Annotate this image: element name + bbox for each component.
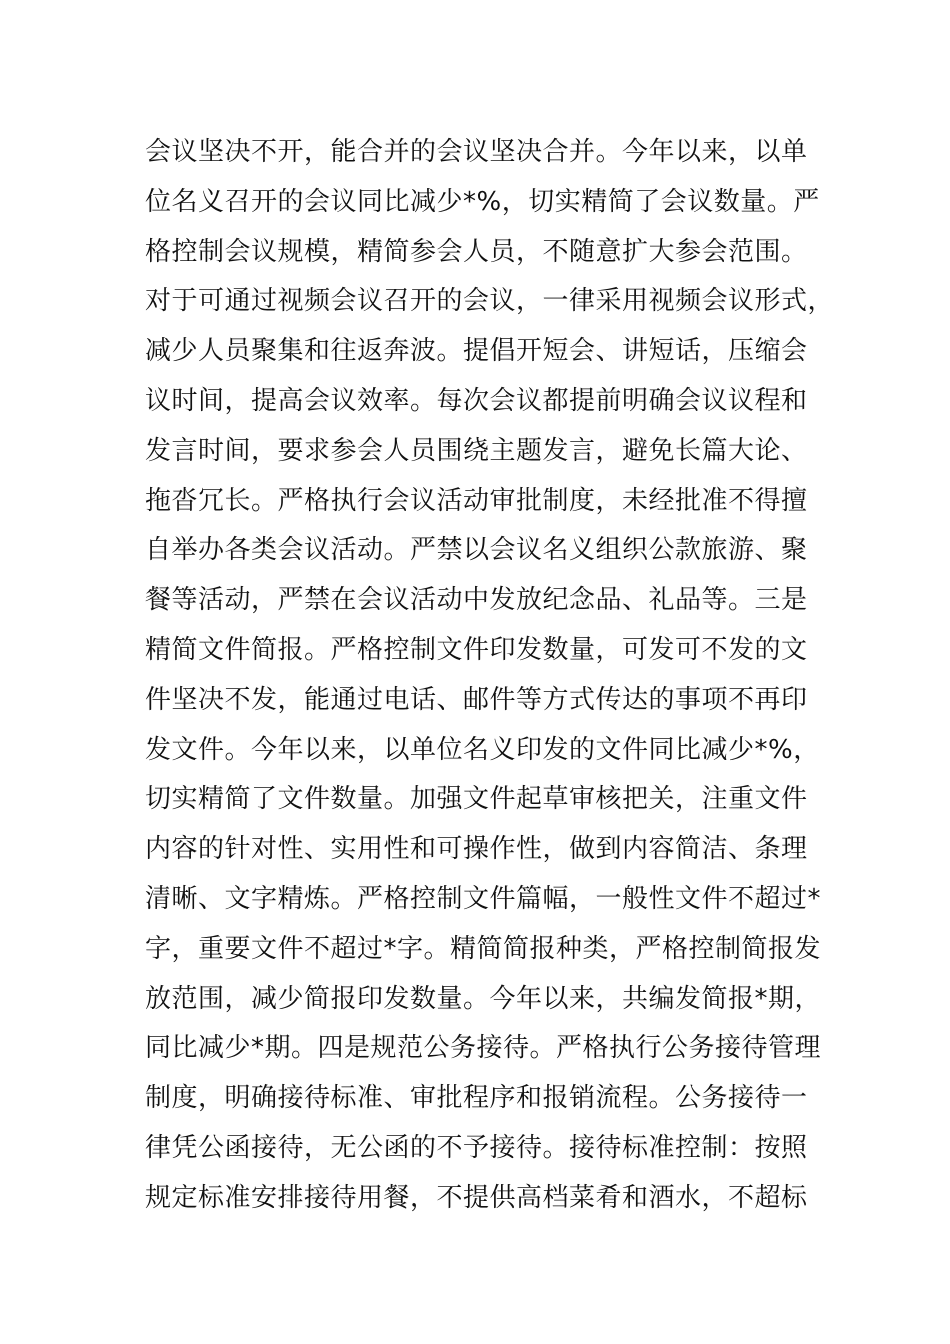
text-line: 规定标准安排接待用餐，不提供高档菜肴和酒水，不超标 — [145, 1182, 808, 1213]
text-line: 对于可通过视频会议召开的会议，一律采用视频会议形式， — [145, 286, 835, 317]
text-line: 议时间，提高会议效率。每次会议都提前明确会议议程和 — [145, 385, 808, 416]
text-line: 格控制会议规模，精简参会人员，不随意扩大参会范围。 — [145, 236, 808, 267]
text-line: 放范围，减少简报印发数量。今年以来，共编发简报*期， — [145, 983, 822, 1014]
text-line: 自举办各类会议活动。严禁以会议名义组织公款旅游、聚 — [145, 535, 808, 566]
text-line: 同比减少*期。四是规范公务接待。严格执行公务接待管理 — [145, 1033, 822, 1064]
text-line: 拖沓冗长。严格执行会议活动审批制度，未经批准不得擅 — [145, 485, 808, 516]
text-line: 发文件。今年以来，以单位名义印发的文件同比减少*%， — [145, 734, 820, 765]
text-line: 律凭公函接待，无公函的不予接待。接待标准控制：按照 — [145, 1132, 808, 1163]
text-line: 内容的针对性、实用性和可操作性，做到内容简洁、条理 — [145, 834, 808, 865]
text-line: 清晰、文字精炼。严格控制文件篇幅，一般性文件不超过* — [145, 883, 822, 914]
text-line: 餐等活动，严禁在会议活动中发放纪念品、礼品等。三是 — [145, 585, 808, 616]
text-line: 会议坚决不开，能合并的会议坚决合并。今年以来，以单 — [145, 137, 808, 167]
text-line: 制度，明确接待标准、审批程序和报销流程。公务接待一 — [145, 1083, 808, 1114]
text-line: 切实精简了文件数量。加强文件起草审核把关，注重文件 — [145, 784, 808, 815]
text-line: 位名义召开的会议同比减少*%，切实精简了会议数量。严 — [145, 186, 820, 217]
text-line: 精简文件简报。严格控制文件印发数量，可发可不发的文 — [145, 634, 808, 665]
text-line: 减少人员聚集和往返奔波。提倡开短会、讲短话，压缩会 — [145, 336, 808, 367]
text-line: 发言时间，要求参会人员围绕主题发言，避免长篇大论、 — [145, 435, 808, 466]
text-line: 字，重要文件不超过*字。精简简报种类，严格控制简报发 — [145, 933, 822, 964]
body-text — [145, 128, 845, 1224]
text-line: 件坚决不发，能通过电话、邮件等方式传达的事项不再印 — [145, 684, 808, 715]
